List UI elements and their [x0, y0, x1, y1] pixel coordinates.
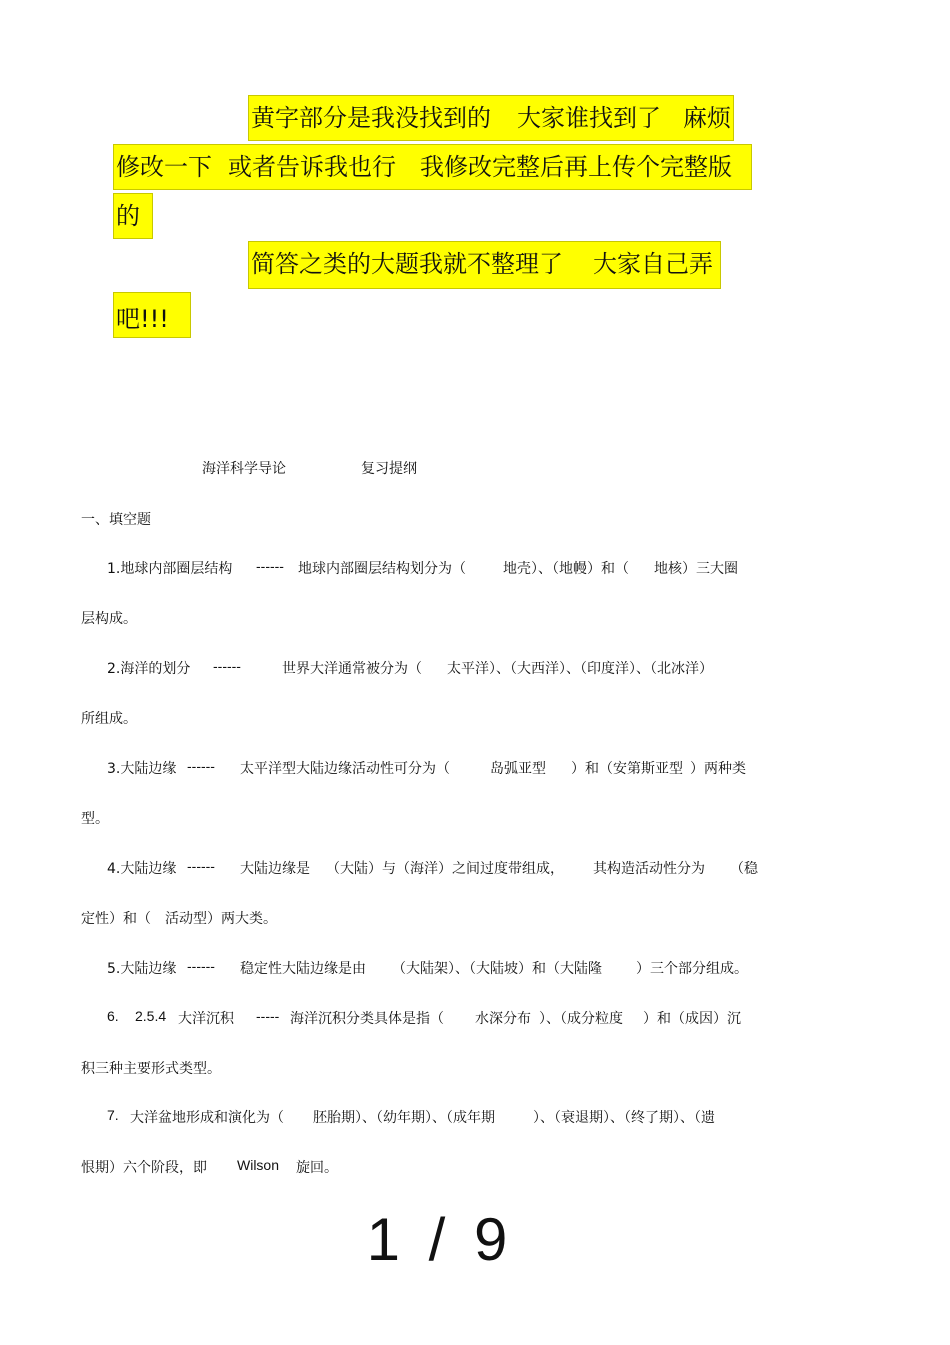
section-heading: 一、填空题	[81, 512, 151, 528]
item-5-text: ）三个部分组成。	[636, 961, 748, 977]
item-2-text: 所组成。	[81, 711, 137, 727]
item-6-text: 积三种主要形式类型。	[81, 1061, 221, 1077]
item-5-text: 稳定性大陆边缘是由	[240, 961, 366, 977]
doc-title: 海洋科学导论	[202, 461, 286, 477]
notice-text: 简答之类的大题我就不整理了	[251, 250, 563, 278]
item-6-text: 水深分布	[475, 1011, 531, 1027]
notice-text: 大家自己弄	[593, 250, 713, 278]
item-6-text: 海洋沉积分类具体是指（	[290, 1011, 444, 1027]
item-7-text: 旋回。	[296, 1160, 338, 1176]
item-6-text: ）、（成分粒度	[539, 1011, 623, 1027]
item-1-text: 地壳）、（地幔）和（	[503, 561, 629, 577]
notice-text: 修改一下	[116, 153, 212, 181]
notice-text: 大家谁找到了	[517, 104, 661, 132]
item-3-text: ）和（安第斯亚型	[571, 761, 683, 777]
item-7-text: 恨期）六个阶段，即	[81, 1160, 207, 1176]
item-1-text: 层构成。	[81, 611, 137, 627]
item-3-text: 型。	[81, 811, 109, 827]
item-6-text: -----	[256, 1008, 280, 1024]
item-2-text: 世界大洋通常被分为（	[282, 661, 422, 677]
item-7-text: Wilson	[237, 1157, 280, 1173]
item-3-text: ------	[187, 758, 215, 774]
item-4-text: ------	[187, 858, 215, 874]
item-1-text: 地球内部圈层结构划分为（	[298, 561, 466, 577]
item-4-text: 其构造活动性分为	[593, 861, 705, 877]
notice-line-4	[248, 241, 721, 289]
item-7-text: 胚胎期）、（幼年期）、（成年期	[313, 1110, 495, 1126]
item-4-text: （稳	[730, 861, 758, 877]
item-2-text: 2.海洋的划分	[107, 661, 191, 677]
item-5-text: 5.大陆边缘	[107, 961, 177, 977]
notice-text: 黄字部分是我没找到的	[251, 104, 491, 132]
item-5-text: （大陆架）、（大陆坡）和（大陆隆	[392, 961, 602, 977]
item-5-text: ------	[187, 958, 215, 974]
item-1-text: ------	[256, 558, 284, 574]
notice-text: 或者告诉我也行	[228, 153, 396, 181]
item-4-text: 定性）和（	[81, 911, 151, 927]
item-3-text: 岛弧亚型	[490, 761, 546, 777]
notice-line-1	[248, 95, 734, 141]
item-4-text: 活动型）两大类。	[165, 911, 277, 927]
item-1-text: 1.地球内部圈层结构	[107, 561, 233, 577]
item-3-text: 3.大陆边缘	[107, 761, 177, 777]
item-7-text: 7.	[107, 1107, 119, 1123]
item-4-text: （大陆）与（海洋）之间过度带组成，	[326, 861, 564, 877]
notice-text: 吧!!!	[116, 305, 169, 333]
item-6-text: 6.	[107, 1008, 119, 1024]
item-6-text: 2.5.4	[135, 1008, 167, 1024]
notice-line-5	[113, 292, 191, 338]
item-4-text: 4.大陆边缘	[107, 861, 177, 877]
item-3-text: ）两种类	[690, 761, 746, 777]
item-2-text: 太平洋）、（大西洋）、（印度洋）、（北冰洋）	[447, 661, 713, 677]
doc-subtitle: 复习提纲	[361, 461, 417, 477]
notice-text: 的	[116, 202, 140, 230]
item-1-text: 地核）三大圈	[654, 561, 738, 577]
item-4-text: 大陆边缘是	[240, 861, 310, 877]
notice-line-3	[113, 193, 153, 239]
notice-line-2	[113, 144, 752, 190]
item-3-text: 太平洋型大陆边缘活动性可分为（	[240, 761, 450, 777]
item-6-text: 大洋沉积	[178, 1011, 234, 1027]
notice-text: 我修改完整后再上传个完整版	[420, 153, 732, 181]
item-7-text: 大洋盆地形成和演化为（	[130, 1110, 284, 1126]
notice-text: 麻烦	[683, 104, 731, 132]
item-7-text: ）、（衰退期）、（终了期）、（遗	[533, 1110, 715, 1126]
item-2-text: ------	[213, 658, 241, 674]
item-6-text: ）和（成因）沉	[643, 1011, 741, 1027]
page-number: 1 / 9	[366, 1206, 514, 1273]
